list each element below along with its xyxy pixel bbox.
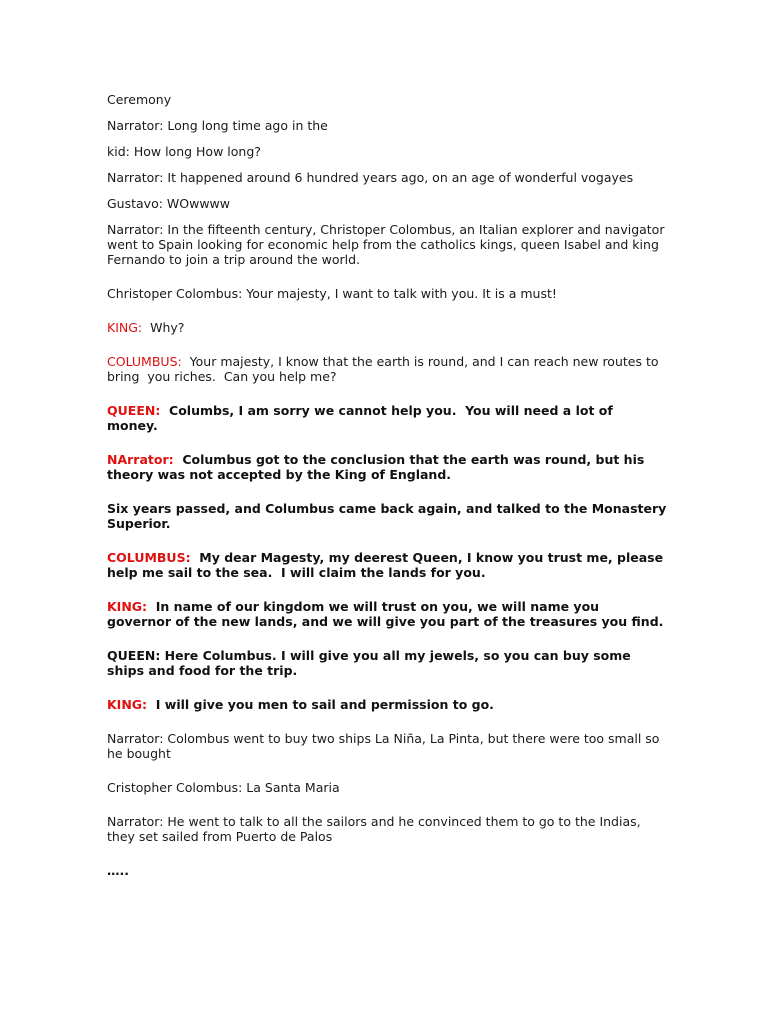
line-7 (107, 320, 667, 335)
line-text: My dear Magesty, my deerest Queen, I know you trust me, please help me sail to the sea. I will claim the lands for you. (107, 550, 668, 580)
line-15 (107, 697, 667, 712)
line-text: Why? (142, 320, 185, 335)
line-16: Narrator: Colombus went to buy two ships La Niña, La Pinta, but there were too small so he bought (107, 731, 660, 761)
line-14: QUEEN: Here Columbus. I will give you all my jewels, so you can buy some ships and food for the trip. (107, 648, 631, 678)
line-10 (107, 452, 667, 482)
line-19: ….. (107, 863, 129, 878)
line-9 (107, 403, 667, 433)
line-2: kid: How long How long? (107, 144, 261, 159)
line-17: Cristopher Colombus: La Santa Maria (107, 780, 340, 795)
line-11: Six years passed, and Columbus came back again, and talked to the Monastery Superior. (107, 501, 667, 531)
speaker-label: KING: (107, 599, 148, 614)
line-text: I will give you men to sail and permission to go. (147, 697, 494, 712)
line-text: Your majesty, I know that the earth is round, and I can reach new routes to bring you riches. Can you help me? (107, 354, 663, 384)
speaker-label: QUEEN: (107, 403, 161, 418)
doc-title: Ceremony (107, 92, 172, 107)
line-text: In name of our kingdom we will trust on you, we will name you governor of the new lands, and we will give you part of the treasures you find. (107, 599, 664, 629)
line-12 (107, 550, 667, 580)
line-13 (107, 599, 667, 629)
line-5: Narrator: In the fifteenth century, Christoper Colombus, an Italian explorer and navigator went to Spain looking for economic help from the catholics kings, queen Isabel and king Fernando to join a trip around the world. (107, 222, 665, 267)
document-page (107, 92, 667, 889)
speaker-label: COLUMBUS: (107, 550, 191, 565)
line-8 (107, 354, 667, 384)
line-text: Columbus got to the conclusion that the earth was round, but his theory was not accepted by the King of England. (107, 452, 649, 482)
speaker-label: KING: (107, 697, 148, 712)
line-6: Christoper Colombus: Your majesty, I want to talk with you. It is a must! (107, 286, 557, 301)
line-18: Narrator: He went to talk to all the sailors and he convinced them to go to the Indias, they set sailed from Puerto de Palos (107, 814, 641, 844)
speaker-label: KING: (107, 320, 143, 335)
line-4: Gustavo: WOwwww (107, 196, 231, 211)
speaker-label: COLUMBUS: (107, 354, 182, 369)
speaker-label: NArrator: (107, 452, 174, 467)
line-3: Narrator: It happened around 6 hundred years ago, on an age of wonderful vogayes (107, 170, 634, 185)
line-1: Narrator: Long long time ago in the (107, 118, 328, 133)
line-text: Columbs, I am sorry we cannot help you. You will need a lot of money. (107, 403, 618, 433)
